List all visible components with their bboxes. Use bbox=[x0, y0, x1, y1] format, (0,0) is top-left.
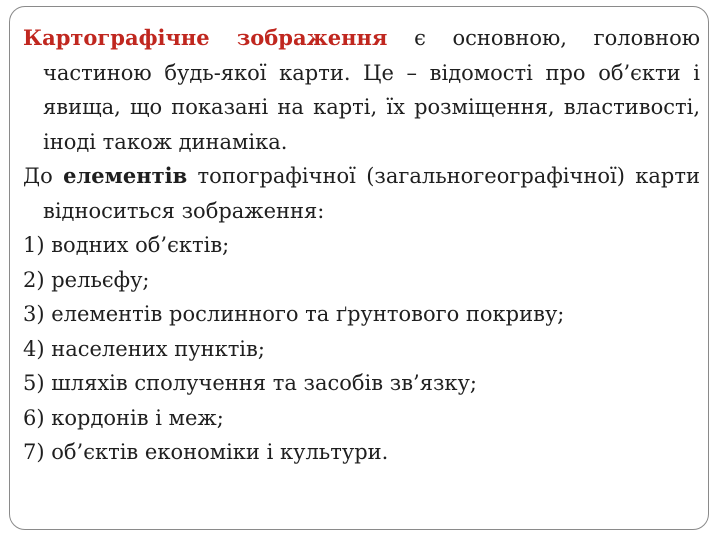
list-item: 4) населених пунктів; bbox=[23, 336, 265, 361]
elements-bold-word: елементів bbox=[63, 163, 188, 188]
elements-paragraph bbox=[23, 159, 700, 228]
definition-paragraph bbox=[23, 21, 700, 159]
slide-content bbox=[23, 21, 700, 470]
elements-list bbox=[23, 228, 700, 470]
elements-intro-start: До bbox=[23, 164, 64, 188]
key-term: Картографічне зображення bbox=[23, 25, 388, 50]
list-item: 7) об’єктів економіки і культури. bbox=[23, 440, 389, 464]
list-item: 1) водних об’єктів; bbox=[23, 233, 230, 257]
slide-frame bbox=[9, 6, 709, 530]
list-item: 3) елементів рослинного та ґрунтового покриву; bbox=[23, 302, 565, 326]
list-item: 6) кордонів і меж; bbox=[23, 405, 224, 430]
list-item: 5) шляхів сполучення та засобів зв’язку; bbox=[23, 371, 477, 395]
definition-text: є основною, головною частиною будь-якої карти. Це – відомості про об’єкти і явища, що показані на карті, їх розміщення, властивості, іноді також динаміка. bbox=[43, 26, 700, 154]
list-item: 2) рельєфу; bbox=[23, 267, 150, 292]
elements-intro-rest: топографічної (загальногеографічної) карти відноситься зображення: bbox=[43, 164, 700, 223]
